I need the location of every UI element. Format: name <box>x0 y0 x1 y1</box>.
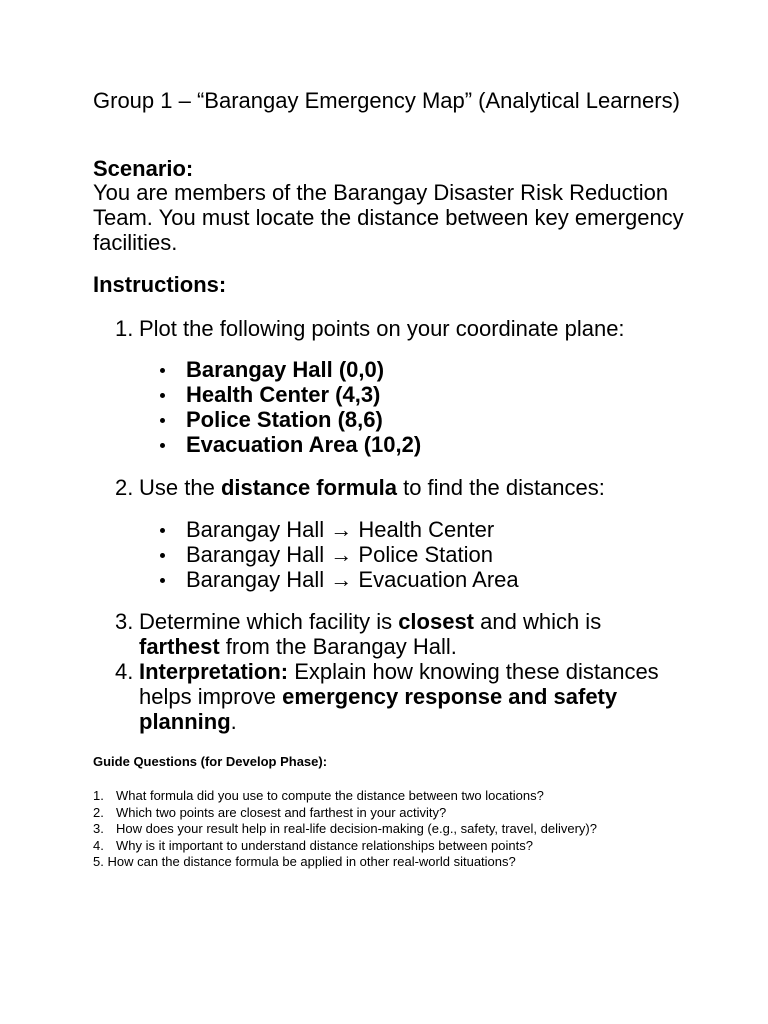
list-item <box>158 357 678 382</box>
points-list <box>158 357 678 457</box>
question-number: 1. <box>93 788 104 803</box>
question-number: 2. <box>93 804 104 820</box>
pair-label: Barangay Hall → Police Station <box>186 542 493 567</box>
step-text: Interpretation: Explain how knowing these distances helps improve emergency response and safety planning. <box>139 659 659 734</box>
bullet-icon <box>160 368 165 373</box>
question-number: 5. <box>93 854 104 869</box>
pair-label: Barangay Hall → Health Center <box>186 517 495 542</box>
question-number: 3. <box>93 821 104 836</box>
point-label: Barangay Hall (0,0) <box>186 357 385 382</box>
instruction-step-2 <box>115 475 695 500</box>
scenario-text: You are members of the Barangay Disaster Risk Reduction Team. You must locate the distance between key emergency facilities. <box>93 180 684 255</box>
question-text: How can the distance formula be applied in other real-world situations? <box>107 854 516 869</box>
step-number: 3. <box>115 609 134 634</box>
bullet-icon <box>160 553 165 558</box>
bullet-icon <box>160 418 165 423</box>
bullet-icon <box>160 393 165 398</box>
list-item <box>93 854 675 871</box>
step-number: 2. <box>115 475 134 500</box>
point-label: Evacuation Area (10,2) <box>186 432 422 457</box>
list-item <box>93 821 675 838</box>
question-text: Which two points are closest and farthest in your activity? <box>116 804 447 820</box>
bullet-icon <box>160 578 165 583</box>
document-title: Group 1 – “Barangay Emergency Map” (Analytical Learners) <box>93 88 680 113</box>
point-label: Police Station (8,6) <box>186 407 383 432</box>
instruction-step-1 <box>115 316 695 341</box>
list-item <box>158 407 678 432</box>
question-text: What formula did you use to compute the distance between two locations? <box>116 788 544 803</box>
list-item <box>93 838 675 855</box>
step-number: 1. <box>115 316 134 341</box>
list-item <box>93 788 675 805</box>
instruction-step-4 <box>115 659 695 734</box>
step-text: Plot the following points on your coordinate plane: <box>139 316 625 341</box>
list-item <box>93 805 675 822</box>
bullet-icon <box>160 528 165 533</box>
question-text: Why is it important to understand distance relationships between points? <box>116 837 533 853</box>
scenario-heading: Scenario: <box>93 156 194 181</box>
step-text: Use the distance formula to find the distances: <box>139 475 605 500</box>
instructions-heading: Instructions: <box>93 272 227 297</box>
list-item <box>158 517 678 542</box>
step-text: Determine which facility is closest and which is farthest from the Barangay Hall. <box>139 609 602 659</box>
question-text: How does your result help in real-life decision-making (e.g., safety, travel, delivery)? <box>116 821 597 836</box>
step-number: 4. <box>115 659 134 684</box>
guide-questions-list <box>93 788 675 871</box>
list-item <box>158 542 678 567</box>
list-item <box>158 382 678 407</box>
pair-label: Barangay Hall → Evacuation Area <box>186 567 519 592</box>
bullet-icon <box>160 443 165 448</box>
guide-questions-heading: Guide Questions (for Develop Phase): <box>93 754 328 769</box>
list-item <box>158 432 678 457</box>
point-label: Health Center (4,3) <box>186 382 381 407</box>
distance-pairs-list <box>158 517 678 592</box>
list-item <box>158 567 678 592</box>
instruction-step-3 <box>115 609 695 659</box>
question-number: 4. <box>93 837 104 853</box>
